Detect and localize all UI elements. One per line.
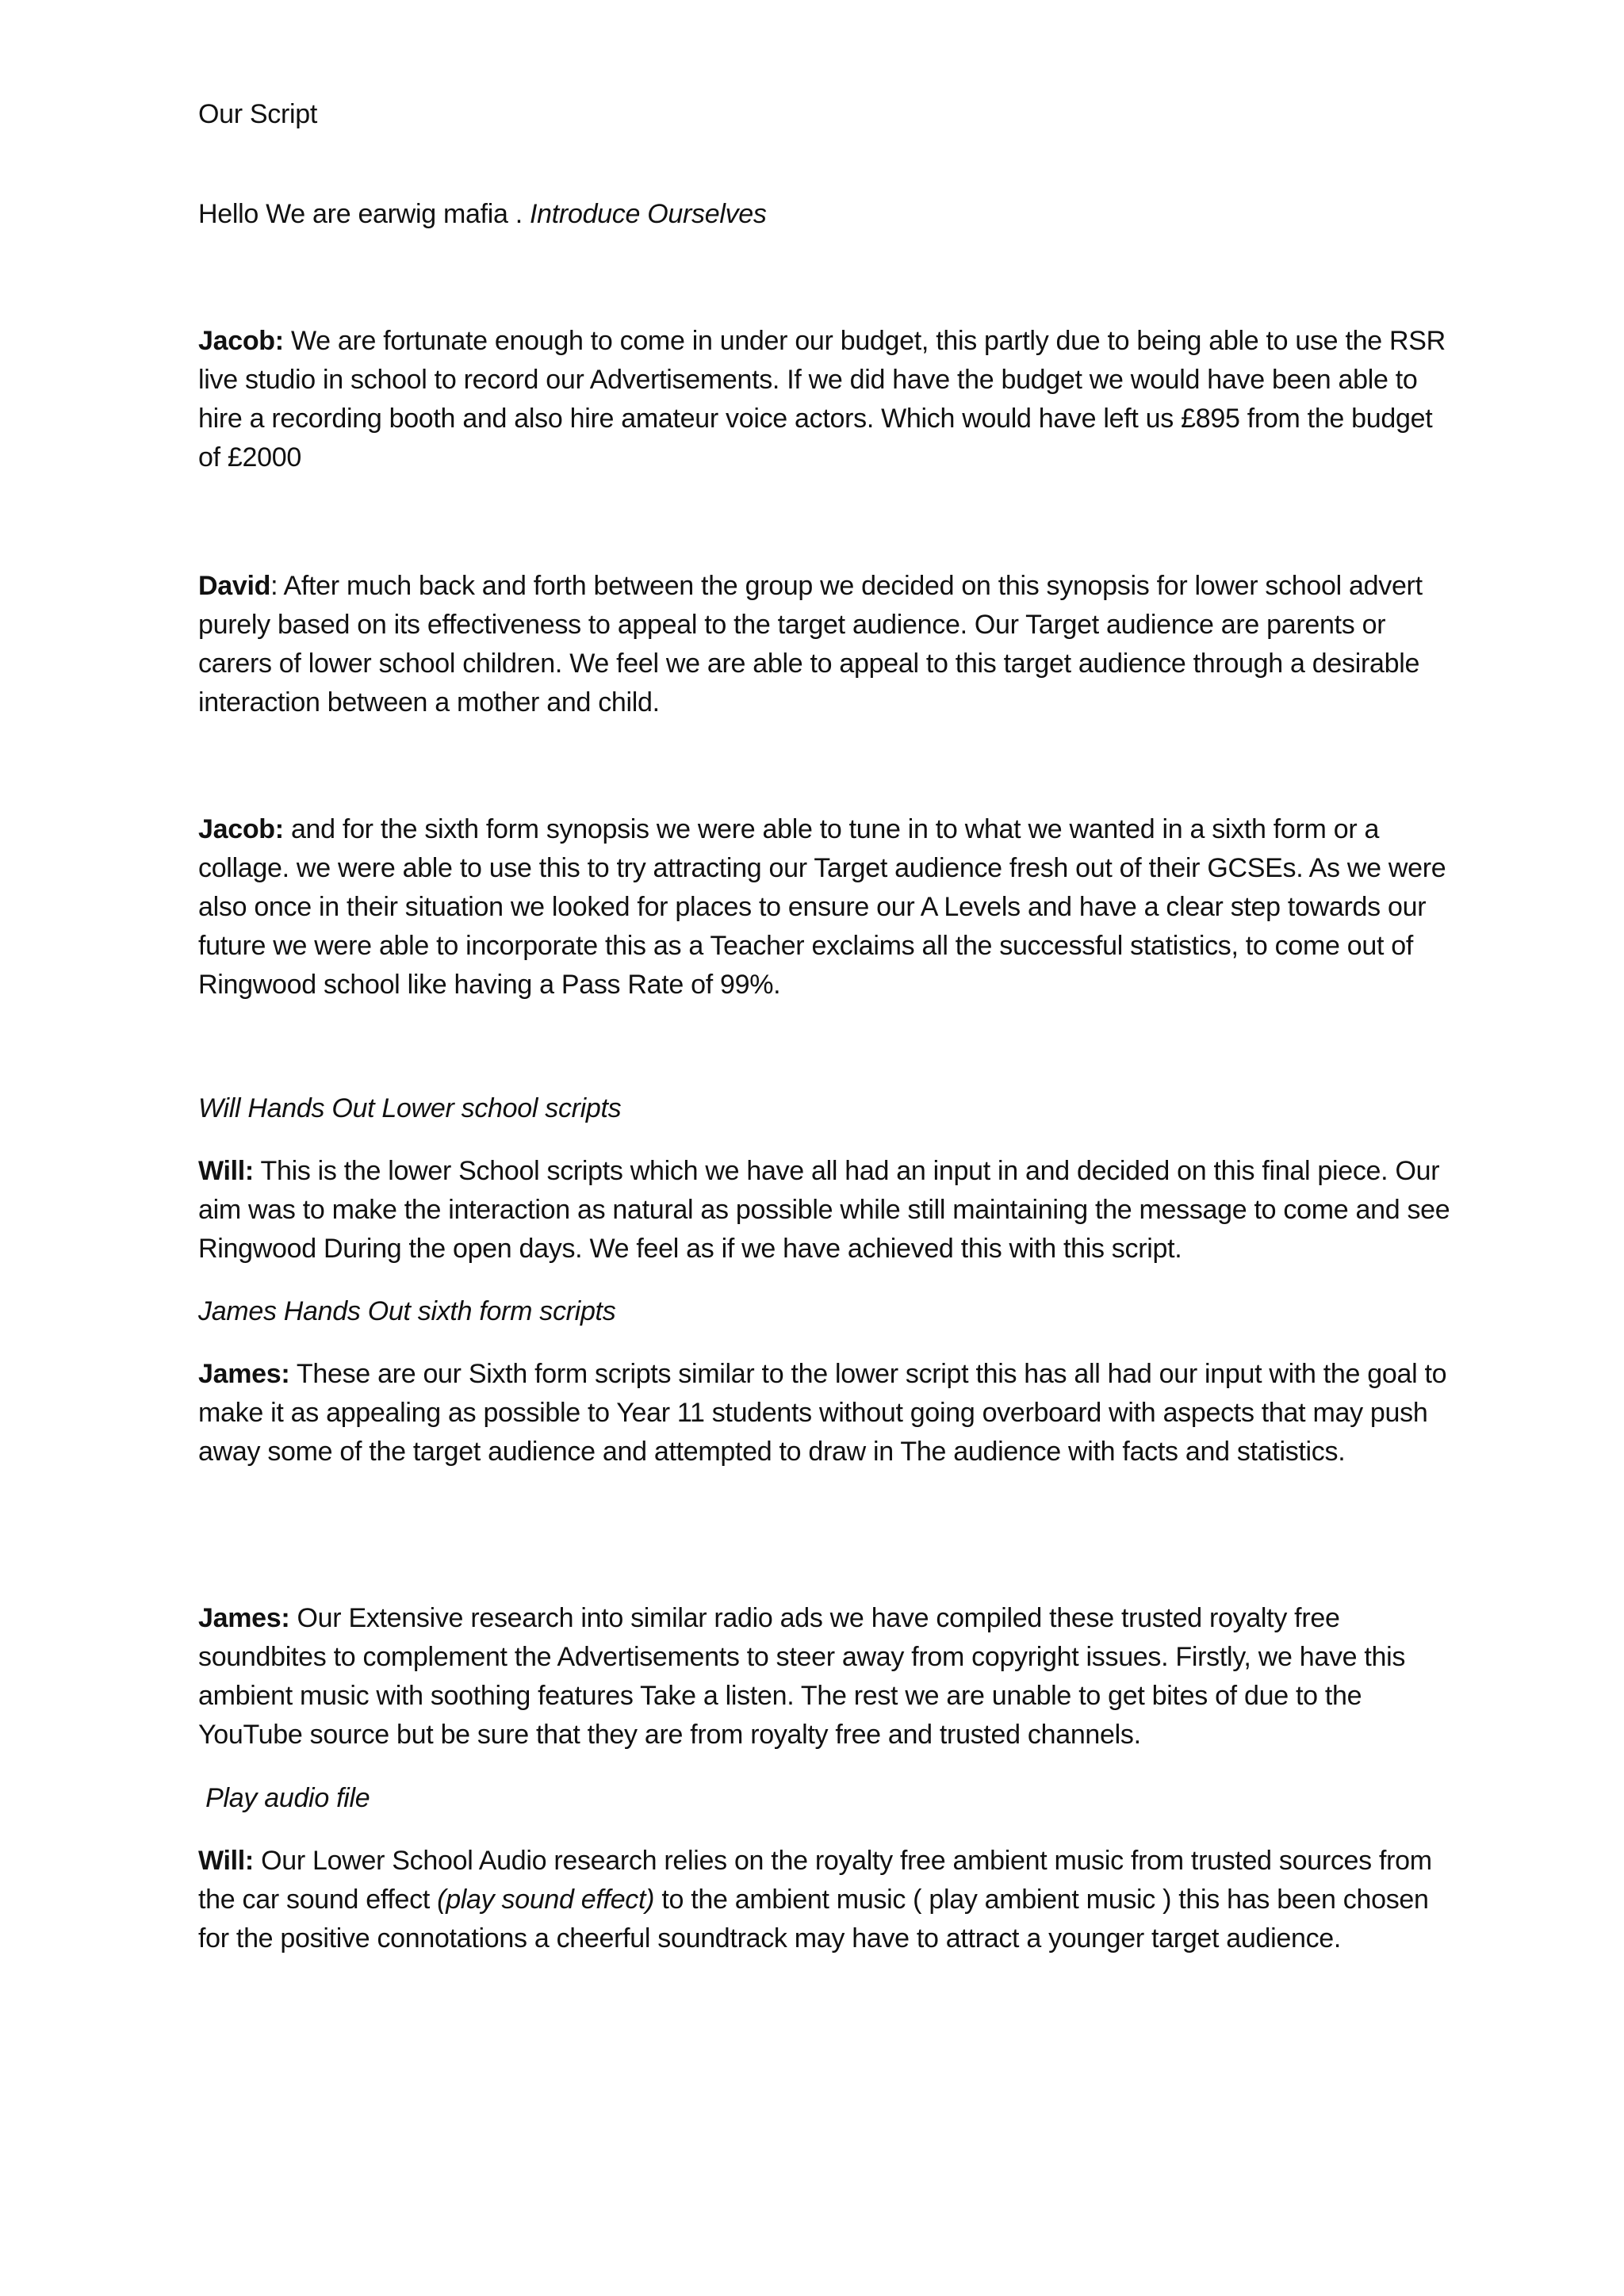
paragraph-text: : After much back and forth between the group we decided on this synopsis for lower school advert purely based on its effectiveness to appeal to the target audience. Our Target audience are parents or carers of lower school children. We feel we are able to appeal to this target audience through a desirable interaction between a mother and child.: [198, 571, 1423, 718]
speaker-label: David: [198, 571, 271, 601]
script-paragraph-james-1: [198, 1355, 1451, 1471]
paragraph-text: to the ambient music ( play ambient music ) this has been chosen for the positive connotations a cheerful soundtrack may have to attract a younger target audience.: [198, 1885, 1429, 1954]
speaker-label: Jacob:: [198, 326, 284, 356]
speaker-label: Will:: [198, 1156, 254, 1186]
stage-direction-inline: (play sound effect): [437, 1885, 655, 1915]
speaker-label: James:: [198, 1603, 290, 1633]
stage-direction-play: Play audio file: [198, 1783, 370, 1813]
stage-direction-will: Will Hands Out Lower school scripts: [198, 1093, 622, 1123]
paragraph-text: These are our Sixth form scripts similar to the lower script this has all had our input with the goal to make it as appealing as possible to Year 11 students without going overboard with aspects that may push away some of the target audience and attempted to draw in The audience with facts and statistics.: [198, 1359, 1447, 1467]
paragraph-text: and for the sixth form synopsis we were able to tune in to what we wanted in a sixth form or a collage. we were able to use this to try attracting our Target audience fresh out of their GCSEs. As we were also once in their situation we looked for places to ensure our A Levels and have a clear step towards our future we were able to incorporate this as a Teacher exclaims all the successful statistics, to come out of Ringwood school like having a Pass Rate of 99%.: [198, 814, 1446, 1000]
paragraph-text: This is the lower School scripts which we have all had an input in and decided on this final piece. Our aim was to make the interaction as natural as possible while still maintaining the message to come and see Ringwood During the open days. We feel as if we have achieved this with this script.: [198, 1156, 1450, 1264]
intro-text: Hello We are earwig mafia .: [198, 199, 530, 229]
paragraph-text: Our Lower School Audio research relies on the royalty free ambient music from trusted sources from the car sound effect: [198, 1846, 1432, 1915]
paragraph-text: Our Extensive research into similar radio ads we have compiled these trusted royalty free soundbites to complement the Advertisements to steer away from copyright issues. Firstly, we have this ambient music with soothing features Take a listen. The rest we are unable to get bites of due to the YouTube source but be sure that they are from royalty free and trusted channels.: [198, 1603, 1406, 1750]
stage-direction: Introduce Ourselves: [530, 199, 767, 229]
script-paragraph-jacob-2: [198, 810, 1451, 1004]
speaker-label: Jacob:: [198, 814, 284, 844]
speaker-label: Will:: [198, 1846, 254, 1876]
paragraph-text: We are fortunate enough to come in under our budget, this partly due to being able to use the RSR live studio in school to record our Advertisements. If we did have the budget we would have been able to hire a recording booth and also hire amateur voice actors. Which would have left us £895 from the budget of £2000: [198, 326, 1446, 473]
stage-direction-james: James Hands Out sixth form scripts: [198, 1296, 616, 1326]
script-paragraph-will-2: [198, 1842, 1451, 1958]
document-title: Our Script: [198, 99, 318, 129]
speaker-label: James:: [198, 1359, 290, 1389]
script-paragraph-jacob-1: [198, 322, 1451, 477]
intro-line: [198, 195, 1451, 234]
script-paragraph-david: [198, 567, 1451, 722]
script-paragraph-will-1: [198, 1152, 1451, 1269]
script-paragraph-james-2: [198, 1599, 1451, 1755]
